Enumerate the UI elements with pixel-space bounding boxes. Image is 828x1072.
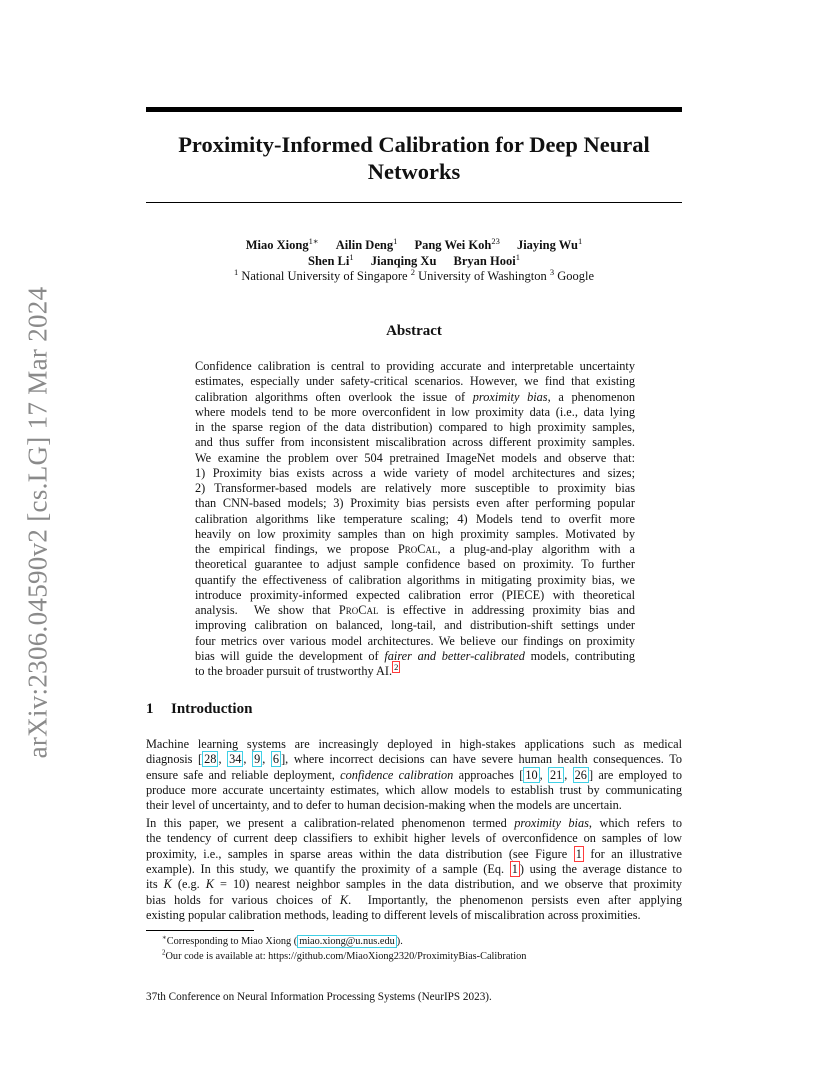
abstract-line: theoretical guarantee to adjust sample confidence based on proximity. To further xyxy=(195,557,635,572)
email-link[interactable]: miao.xiong@u.nus.edu xyxy=(299,936,395,947)
citation-link[interactable]: 21 xyxy=(549,767,563,782)
abstract-line: four metrics over various model architectures. We believe our findings on proximity xyxy=(195,633,635,648)
abstract-line: We examine the problem over 504 pretrained ImageNet models and observe that: xyxy=(195,450,635,465)
affiliation-line: $^1$ National University of Singapore $^2$ University of Washington $^3$ Google xyxy=(233,266,595,283)
body-line: diagnosis [ 28 , 34 , 9 , 6 ], where incorrect decisions can have severe human health consequences. To xyxy=(146,752,683,767)
conference-note: 37th Conference on Neural Information Processing Systems (NeurIPS 2023). xyxy=(146,991,492,1003)
abstract-line: heavily on low proximity samples than on high proximity samples. Motivated by xyxy=(195,526,635,541)
body-line: existing popular calibration methods, leading to different levels of miscalibration across proximities. xyxy=(146,908,641,923)
title-line-1: Proximity-Informed Calibration for Deep Neural xyxy=(178,132,650,157)
section-title: Introduction xyxy=(171,701,253,717)
author-name: Jianqing Xu xyxy=(370,253,437,268)
author-line-2: Shen Li$^1$ Jianqing Xu Bryan Hooi$^1$ xyxy=(308,251,520,268)
affiliation: Google xyxy=(557,269,595,283)
abstract-line: quantify the effectiveness of calibration algorithms in mitigating proximity bias, we xyxy=(195,572,635,587)
body-line: bias holds for various choices of K. Importantly, the phenomenon persists even after applying xyxy=(146,892,682,907)
footnote-1: ∗Corresponding to Miao Xiong ( miao.xiong@u.nus.edu ). xyxy=(162,933,403,947)
body-line: their level of uncertainty, and to defer to human decision-making when the models are uncertain. xyxy=(146,798,622,813)
footnotes xyxy=(162,934,526,964)
title-bottom-rule xyxy=(146,202,682,203)
paper-title xyxy=(146,131,682,185)
footnote-2: $^2$Our code is available at: https://github.com/MiaoXiong2320/ProximityBias-Calibration xyxy=(162,948,527,962)
author-name: Jiaying Wu xyxy=(516,238,578,252)
abstract-line: 2) Transformer-based models are relatively more susceptible to proximity bias xyxy=(195,481,635,495)
abstract-line: to the broader pursuit of trustworthy AI. $^2$ xyxy=(195,661,399,678)
abstract-line: calibration algorithms often overlook the issue of proximity bias, a phenomenon xyxy=(195,389,636,404)
abstract-line: Confidence calibration is central to providing accurate and interpretable uncertainty xyxy=(195,359,635,373)
title-top-rule xyxy=(146,107,682,112)
author-name: Miao Xiong xyxy=(245,238,309,252)
abstract-line: calibration algorithms like temperature scaling; 4) Models tend to overfit more xyxy=(195,511,635,526)
section-heading xyxy=(146,701,252,718)
author-name: Bryan Hooi xyxy=(453,253,516,268)
author-name: Pang Wei Koh xyxy=(414,238,492,252)
abstract-line: analysis. We show that ProCal is effective in addressing proximity bias and xyxy=(195,603,635,617)
citation-link[interactable]: 9 xyxy=(254,752,261,767)
citation-link[interactable]: 26 xyxy=(574,767,587,782)
body-line: example). In this study, we quantify the proximity of a sample (Eq. 1 ) using the average distance to xyxy=(146,862,682,877)
abstract-line: improving calibration on balanced, long-tail, and distribution-shift settings under xyxy=(195,618,635,633)
author-line-1: Miao Xiong$^{1∗}$ Ailin Deng$^1$ Pang Wei Koh$^{23}$ Jiaying Wu$^1$ xyxy=(245,235,583,252)
affiliation: University of Washington xyxy=(418,269,547,283)
author-name: Shen Li xyxy=(308,253,350,268)
abstract-line: than CNN-based models; 3) Proximity bias persists even after performing popular xyxy=(195,496,635,511)
abstract-heading: Abstract xyxy=(386,323,442,339)
abstract-line: where models tend to be more overconfident in low proximity data (i.e., data lying xyxy=(195,404,635,419)
citation-link[interactable]: 10 xyxy=(525,767,538,782)
abstract-line: and thus suffer from inconsistent miscalibration across different proximity samples. xyxy=(195,435,635,450)
title-line-2: Networks xyxy=(367,159,461,184)
footnote-rule xyxy=(146,930,254,931)
body-line: ensure safe and reliable deployment, confidence calibration approaches [ 10 , 21 , 26 ] are employed to xyxy=(146,767,682,782)
section-number: 1 xyxy=(146,701,154,717)
abstract-line: introduce proximity-informed expected calibration error (PIECE) with theoretical xyxy=(195,587,635,602)
footnote-link[interactable]: 2 xyxy=(394,661,399,672)
body-line: its K (e.g. K = 10) nearest neighbor samples in the data distribution, and we observe that proximity xyxy=(146,877,683,892)
body-line: Machine learning systems are increasingly deployed in high-stakes applications such as medical xyxy=(146,737,682,751)
arxiv-identifier-text: arXiv:2306.04590v2 [cs.LG] 17 Mar 2024 xyxy=(22,286,53,758)
body-line: proximity, i.e., samples in sparse areas within the data distribution (see Figure 1 for an illustrative xyxy=(146,846,682,861)
abstract-line: in the sparse region of the data distribution) compared to high proximity samples, xyxy=(195,420,635,434)
author-name: Ailin Deng xyxy=(335,238,394,252)
body-line: produce more accurate uncertainty estimates, which allow models to establish trust by communicating xyxy=(146,783,682,798)
abstract-line: bias will guide the development of fairer and better-calibrated models, contributing xyxy=(195,648,635,663)
figure-link[interactable]: 1 xyxy=(575,846,582,861)
citation-link[interactable]: 6 xyxy=(272,752,280,767)
body-line: the tendency of current deep classifiers to exhibit higher levels of overconfidence on samples of low xyxy=(146,831,682,846)
body-line: In this paper, we present a calibration-related phenomenon termed proximity bias, which refers to xyxy=(146,816,682,830)
intro-paragraph-1 xyxy=(146,737,682,814)
arxiv-identifier xyxy=(14,285,62,759)
citation-link[interactable]: 34 xyxy=(229,752,242,767)
abstract-line: 1) Proximity bias exists across a wide variety of model architectures and sizes; xyxy=(195,465,635,480)
affiliation: National University of Singapore xyxy=(241,269,408,283)
intro-paragraph-2 xyxy=(146,816,682,923)
abstract-body xyxy=(195,359,635,679)
equation-link[interactable]: 1 xyxy=(511,862,518,877)
abstract-line: estimates, especially under safety-critical scenarios. However, we find that existing xyxy=(195,374,635,389)
author-block xyxy=(146,235,682,285)
abstract-line: the empirical findings, we propose ProCal, a plug-and-play algorithm with a xyxy=(195,542,636,556)
citation-link[interactable]: 28 xyxy=(204,752,217,767)
